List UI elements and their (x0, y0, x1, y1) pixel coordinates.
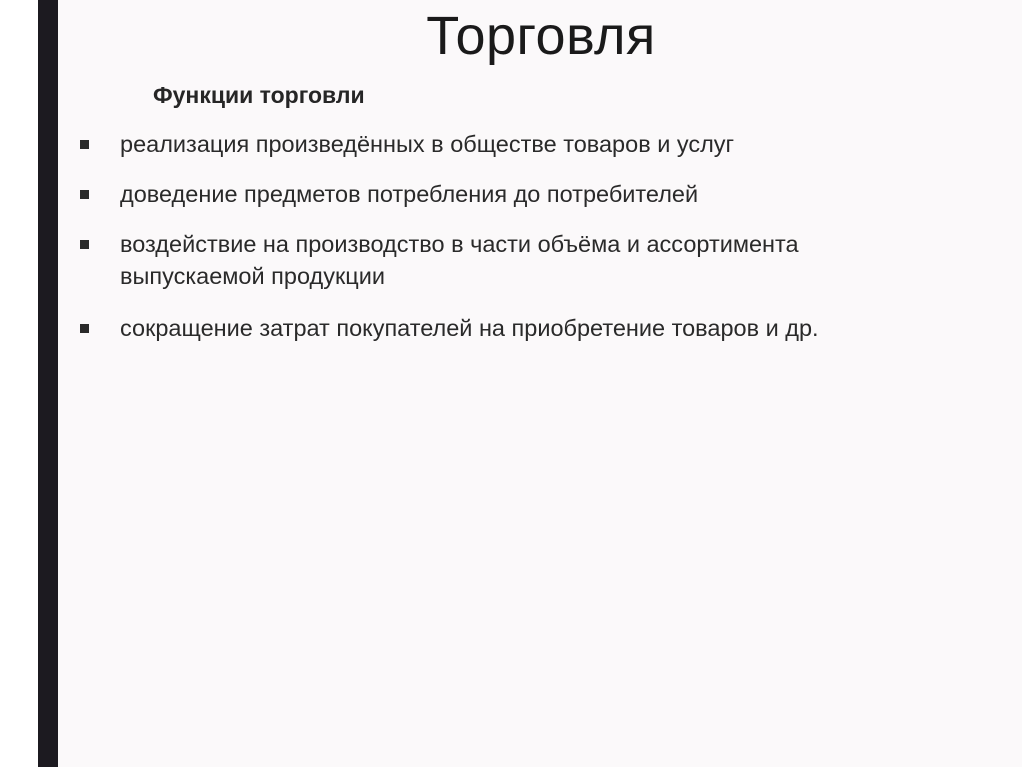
bullet-text: доведение предметов потребления до потребителей (120, 181, 699, 207)
square-bullet-icon (80, 240, 89, 249)
slide-title: Торговля (426, 6, 656, 66)
square-bullet-icon (80, 140, 89, 149)
bullet-item (74, 228, 920, 292)
slide-subtitle: Функции торговли (153, 82, 365, 108)
left-margin (0, 0, 38, 767)
accent-bar (38, 0, 58, 767)
bullet-text: сокращение затрат покупателей на приобретение товаров и др. (120, 315, 819, 341)
bullet-list (74, 128, 934, 362)
square-bullet-icon (80, 190, 89, 199)
bullet-item (74, 128, 934, 160)
bullet-item (74, 312, 934, 344)
bullet-item (74, 178, 934, 210)
square-bullet-icon (80, 324, 89, 333)
bullet-text: воздействие на производство в части объёма и ассортимента выпускаемой продукции (120, 231, 799, 289)
bullet-text: реализация произведённых в обществе товаров и услуг (120, 131, 735, 157)
